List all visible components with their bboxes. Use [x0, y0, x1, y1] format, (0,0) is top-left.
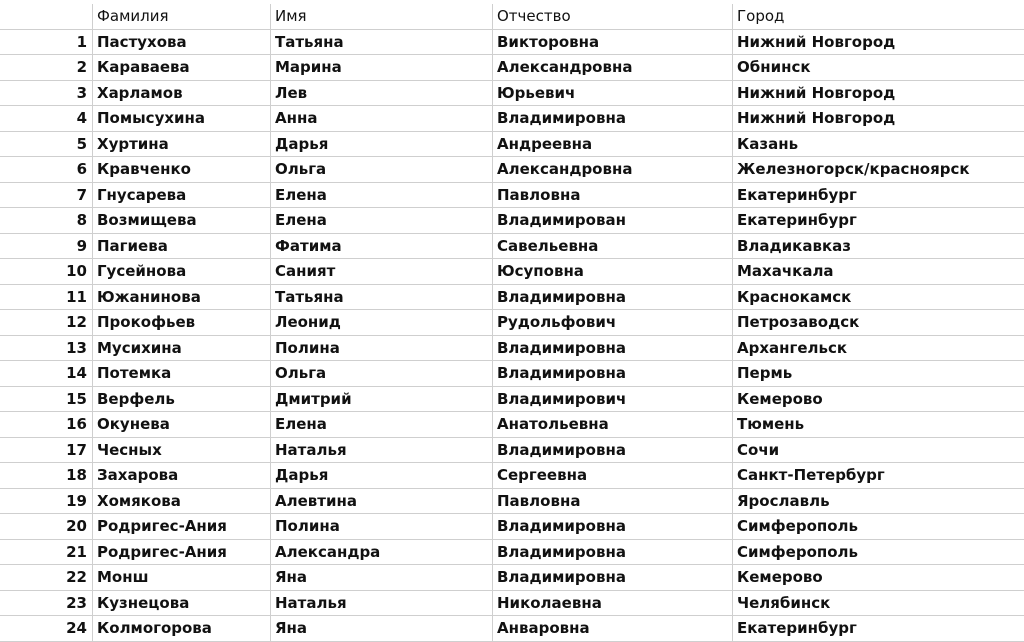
surname-cell[interactable]: Харламов	[93, 81, 271, 107]
surname-cell[interactable]: Возмищева	[93, 208, 271, 234]
surname-cell[interactable]: Мусихина	[93, 336, 271, 362]
row-number-cell[interactable]: 2	[0, 55, 93, 81]
city-cell[interactable]: Челябинск	[737, 593, 831, 612]
row-number-cell[interactable]: 16	[0, 412, 93, 438]
table-row	[0, 489, 1024, 515]
patronymic-cell[interactable]: Андреевна	[493, 132, 733, 158]
first-name-cell[interactable]: Татьяна	[271, 285, 493, 311]
first-name-cell[interactable]: Дарья	[271, 132, 493, 158]
city-cell[interactable]: Пермь	[737, 364, 793, 382]
first-name-cell[interactable]: Наталья	[271, 438, 493, 464]
surname-cell[interactable]: Верфель	[93, 387, 271, 413]
row-number-cell[interactable]: 12	[0, 310, 93, 336]
row-number-cell[interactable]: 1	[0, 30, 93, 56]
first-name-cell[interactable]: Анна	[271, 106, 493, 132]
patronymic-cell[interactable]: Сергеевна	[493, 463, 733, 489]
first-name-cell[interactable]: Татьяна	[271, 30, 493, 56]
table-row	[0, 387, 1024, 413]
row-number-cell[interactable]: 5	[0, 132, 93, 158]
first-name-cell[interactable]: Дарья	[271, 463, 493, 489]
patronymic-cell[interactable]: Александровна	[493, 55, 733, 81]
city-cell[interactable]: Тюмень	[737, 415, 805, 433]
row-number-cell[interactable]: 19	[0, 489, 93, 515]
surname-cell[interactable]: Гнусарева	[93, 183, 271, 209]
row-number-cell[interactable]: 23	[0, 591, 93, 617]
table-row	[0, 361, 1024, 387]
table-row	[0, 412, 1024, 438]
patronymic-cell[interactable]: Владимировна	[493, 361, 733, 387]
city-cell[interactable]: Симферополь	[737, 542, 859, 561]
city-cell[interactable]: Нижний Новгород	[737, 32, 896, 51]
surname-cell[interactable]: Хуртина	[93, 132, 271, 158]
city-cell[interactable]: Ярославль	[737, 491, 830, 510]
row-number-cell[interactable]: 17	[0, 438, 93, 464]
surname-cell[interactable]: Пастухова	[93, 30, 271, 56]
first-name-cell[interactable]: Марина	[271, 55, 493, 81]
patronymic-cell[interactable]: Юрьевич	[493, 81, 733, 107]
city-cell[interactable]: Архангельск	[737, 338, 848, 357]
patronymic-cell[interactable]: Викторовна	[493, 30, 733, 56]
header-cell-surname[interactable]: Фамилия	[93, 4, 271, 30]
first-name-cell[interactable]: Елена	[271, 208, 493, 234]
first-name-cell[interactable]: Лев	[271, 81, 493, 107]
surname-cell[interactable]: Помысухина	[93, 106, 271, 132]
city-cell[interactable]: Казань	[737, 134, 799, 153]
first-name-cell[interactable]: Яна	[271, 616, 493, 642]
patronymic-cell[interactable]: Владимировна	[493, 336, 733, 362]
first-name-cell[interactable]: Ольга	[271, 361, 493, 387]
patronymic-cell[interactable]: Владимировна	[493, 565, 733, 591]
surname-cell[interactable]: Колмогорова	[93, 616, 271, 642]
city-cell[interactable]: Махачкала	[737, 262, 834, 280]
surname-cell[interactable]: Захарова	[93, 463, 271, 489]
patronymic-cell[interactable]: Рудольфович	[493, 310, 733, 336]
city-cell[interactable]: Железногорск/красноярск	[737, 160, 970, 178]
header-row	[0, 4, 1024, 30]
first-name-cell[interactable]: Елена	[271, 183, 493, 209]
city-cell[interactable]: Екатеринбург	[737, 619, 857, 637]
surname-cell[interactable]: Южанинова	[93, 285, 271, 311]
first-name-cell[interactable]: Саният	[271, 259, 493, 285]
table-row	[0, 336, 1024, 362]
patronymic-cell[interactable]: Анваровна	[493, 616, 733, 642]
patronymic-cell[interactable]: Анатольевна	[493, 412, 733, 438]
first-name-cell[interactable]: Яна	[271, 565, 493, 591]
table-row	[0, 591, 1024, 617]
first-name-cell[interactable]: Полина	[271, 514, 493, 540]
patronymic-cell[interactable]: Владимировна	[493, 540, 733, 566]
row-number-cell[interactable]: 24	[0, 616, 93, 642]
table-row	[0, 208, 1024, 234]
city-cell[interactable]: Нижний Новгород	[737, 109, 896, 127]
row-number-cell[interactable]: 4	[0, 106, 93, 132]
row-number-cell[interactable]: 3	[0, 81, 93, 107]
row-number-cell[interactable]: 13	[0, 336, 93, 362]
table-row	[0, 81, 1024, 107]
surname-cell[interactable]: Потемка	[93, 361, 271, 387]
table-row	[0, 106, 1024, 132]
patronymic-cell[interactable]: Николаевна	[493, 591, 733, 617]
row-number-cell[interactable]: 20	[0, 514, 93, 540]
surname-cell[interactable]: Пагиева	[93, 234, 271, 260]
row-number-cell[interactable]: 21	[0, 540, 93, 566]
table-row	[0, 30, 1024, 56]
patronymic-cell[interactable]: Владимировна	[493, 514, 733, 540]
table-row	[0, 438, 1024, 464]
city-cell[interactable]: Симферополь	[737, 517, 859, 535]
patronymic-cell[interactable]: Владимирович	[493, 387, 733, 413]
surname-cell[interactable]: Родригес-Ания	[93, 514, 271, 540]
patronymic-cell[interactable]: Павловна	[493, 489, 733, 515]
table-row	[0, 463, 1024, 489]
surname-cell[interactable]: Гусейнова	[93, 259, 271, 285]
table-row	[0, 55, 1024, 81]
surname-cell[interactable]: Чесных	[93, 438, 271, 464]
table-row	[0, 285, 1024, 311]
table-row	[0, 540, 1024, 566]
first-name-cell[interactable]: Ольга	[271, 157, 493, 183]
surname-cell[interactable]: Монш	[93, 565, 271, 591]
surname-cell[interactable]: Кузнецова	[93, 591, 271, 617]
table-row	[0, 157, 1024, 183]
row-number-cell[interactable]: 6	[0, 157, 93, 183]
patronymic-cell[interactable]: Владимировна	[493, 438, 733, 464]
patronymic-cell[interactable]: Владимировна	[493, 106, 733, 132]
table-row	[0, 514, 1024, 540]
row-number-cell[interactable]: 18	[0, 463, 93, 489]
first-name-cell[interactable]: Полина	[271, 336, 493, 362]
first-name-cell[interactable]: Александра	[271, 540, 493, 566]
first-name-cell[interactable]: Дмитрий	[271, 387, 493, 413]
city-cell[interactable]: Обнинск	[737, 58, 811, 76]
table-row	[0, 132, 1024, 158]
city-cell[interactable]: Кемерово	[737, 568, 823, 586]
header-cell-name[interactable]: Имя	[271, 4, 493, 30]
first-name-cell[interactable]: Леонид	[271, 310, 493, 336]
patronymic-cell[interactable]: Павловна	[493, 183, 733, 209]
table-row	[0, 616, 1024, 642]
table-row	[0, 259, 1024, 285]
row-number-cell[interactable]: 9	[0, 234, 93, 260]
surname-cell[interactable]: Родригес-Ания	[93, 540, 271, 566]
city-cell[interactable]: Нижний Новгород	[737, 83, 896, 102]
table-row	[0, 310, 1024, 336]
patronymic-cell[interactable]: Савельевна	[493, 234, 733, 260]
row-number-cell[interactable]: 7	[0, 183, 93, 209]
city-cell[interactable]: Владикавказ	[737, 236, 851, 255]
city-cell[interactable]: Краснокамск	[737, 287, 852, 306]
surname-cell[interactable]: Окунева	[93, 412, 271, 438]
row-number-cell[interactable]: 14	[0, 361, 93, 387]
row-number-cell[interactable]: 8	[0, 208, 93, 234]
first-name-cell[interactable]: Фатима	[271, 234, 493, 260]
row-number-cell[interactable]: 22	[0, 565, 93, 591]
first-name-cell[interactable]: Наталья	[271, 591, 493, 617]
header-cell-city[interactable]: Город	[737, 7, 785, 25]
row-number-cell[interactable]: 10	[0, 259, 93, 285]
row-number-cell[interactable]: 15	[0, 387, 93, 413]
surname-cell[interactable]: Кравченко	[93, 157, 271, 183]
surname-cell[interactable]: Прокофьев	[93, 310, 271, 336]
surname-cell[interactable]: Караваева	[93, 55, 271, 81]
city-cell[interactable]: Екатеринбург	[737, 185, 857, 204]
city-cell[interactable]: Петрозаводск	[737, 313, 860, 331]
city-cell[interactable]: Екатеринбург	[737, 211, 857, 229]
patronymic-cell[interactable]: Александровна	[493, 157, 733, 183]
city-cell[interactable]: Сочи	[737, 440, 780, 459]
city-cell[interactable]: Кемерово	[737, 389, 823, 408]
table-row	[0, 565, 1024, 591]
row-number-cell[interactable]: 11	[0, 285, 93, 311]
header-cell-patronymic[interactable]: Отчество	[493, 4, 733, 30]
header-cell-number[interactable]	[0, 4, 93, 30]
patronymic-cell[interactable]: Владимирован	[493, 208, 733, 234]
city-cell[interactable]: Санкт-Петербург	[737, 466, 885, 484]
first-name-cell[interactable]: Елена	[271, 412, 493, 438]
first-name-cell[interactable]: Алевтина	[271, 489, 493, 515]
table-row	[0, 234, 1024, 260]
table-row	[0, 183, 1024, 209]
patronymic-cell[interactable]: Юсуповна	[493, 259, 733, 285]
surname-cell[interactable]: Хомякова	[93, 489, 271, 515]
patronymic-cell[interactable]: Владимировна	[493, 285, 733, 311]
